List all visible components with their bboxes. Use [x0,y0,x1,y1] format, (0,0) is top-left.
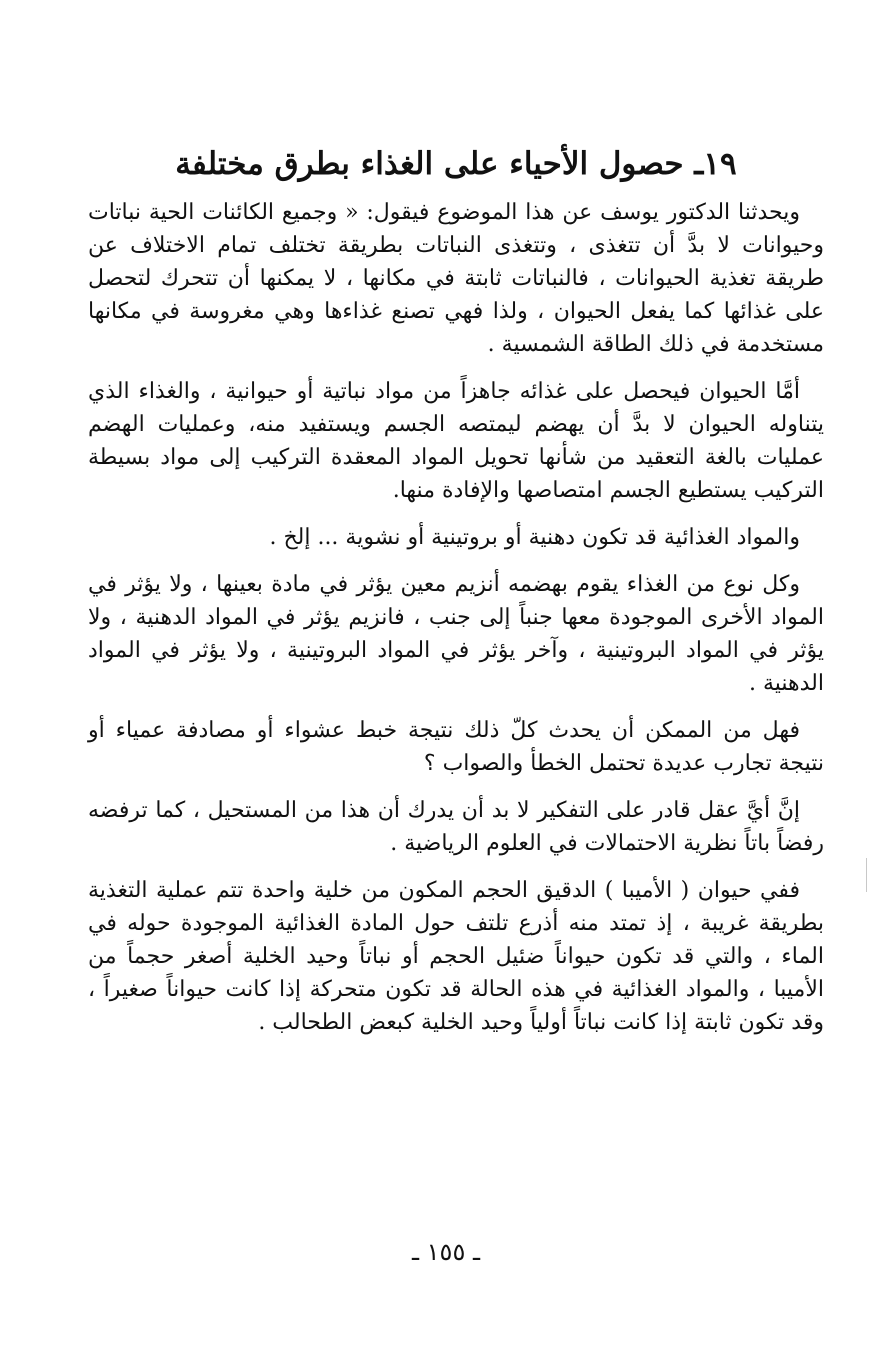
paragraph-5: فهل من الممكن أن يحدث كلّ ذلك نتيجة خبط عشواء أو مصادفة عمياء أو نتيجة تجارب عديدة تحتمل الخطأ والصواب ؟ [88,718,824,776]
paragraph-4: وكل نوع من الغذاء يقوم بهضمه أنزيم معين يؤثر في مادة بعينها ، ولا يؤثر في المواد الأخرى الموجودة معها جنباً إلى جنب ، فانزيم يؤثر في المواد الدهنية ، ولا يؤثر في المواد البروتينية ، وآخر يؤثر في المواد البروتينية ، ولا يؤثر في المواد الدهنية . [88,572,824,696]
page-number: ـ ١٥٥ ـ [411,1238,480,1266]
paragraph-2: أمَّا الحيوان فيحصل على غذائه جاهزاً من مواد نباتية أو حيوانية ، والغذاء الذي يتناوله الحيوان لا بدَّ أن يهضم ليمتصه الجسم ويستفيد منه، وعمليات الهضم عمليات بالغة التعقيد من شأنها تحويل المواد المعقدة التركيب إلى مواد بسيطة التركيب يستطيع الجسم امتصاصها والإفادة منها. [88,379,824,503]
section-title: ١٩ـ حصول الأحياء على الغذاء بطرق مختلفة [175,146,737,182]
paragraph-1: ويحدثنا الدكتور يوسف عن هذا الموضوع فيقول: « وجميع الكائنات الحية نباتات وحيوانات لا بدَّ أن تتغذى ، وتتغذى النباتات بطريقة تختلف تمام الاختلاف عن طريقة تغذية الحيوانات ، فالنباتات ثابتة في مكانها ، لا يمكنها أن تتحرك لتحصل على غذائها كما يفعل الحيوان ، ولذا فهي تصنع غذاءها وهي مغروسة في مكانها مستخدمة في ذلك الطاقة الشمسية . [88,200,825,357]
paragraph-7: ففي حيوان ( الأميبا ) الدقيق الحجم المكون من خلية واحدة تتم عملية التغذية بطريقة غريبة ، إذ تمتد منه أذرع تلتف حول المادة الغذائية الموجودة حوله في الماء ، والتي قد تكون حيواناً ضئيل الحجم أو نباتاً وحيد الخلية أصغر حجماً من الأميبا ، والمواد الغذائية في هذه الحالة قد تكون متحركة إذا كانت حيواناً صغيراً ، وقد تكون ثابتة إذا كانت نباتاً أولياً وحيد الخلية كبعض الطحالب . [88,878,824,1035]
margin-mark [866,858,867,892]
paragraph-6: إنَّ أيَّ عقل قادر على التفكير لا بد أن يدرك أن هذا من المستحيل ، كما ترفضه رفضاً باتاً نظرية الاحتمالات في العلوم الرياضية . [88,798,824,856]
book-page [88,140,824,1053]
paragraph-3: والمواد الغذائية قد تكون دهنية أو بروتينية أو نشوية ... إلخ . [269,525,800,550]
